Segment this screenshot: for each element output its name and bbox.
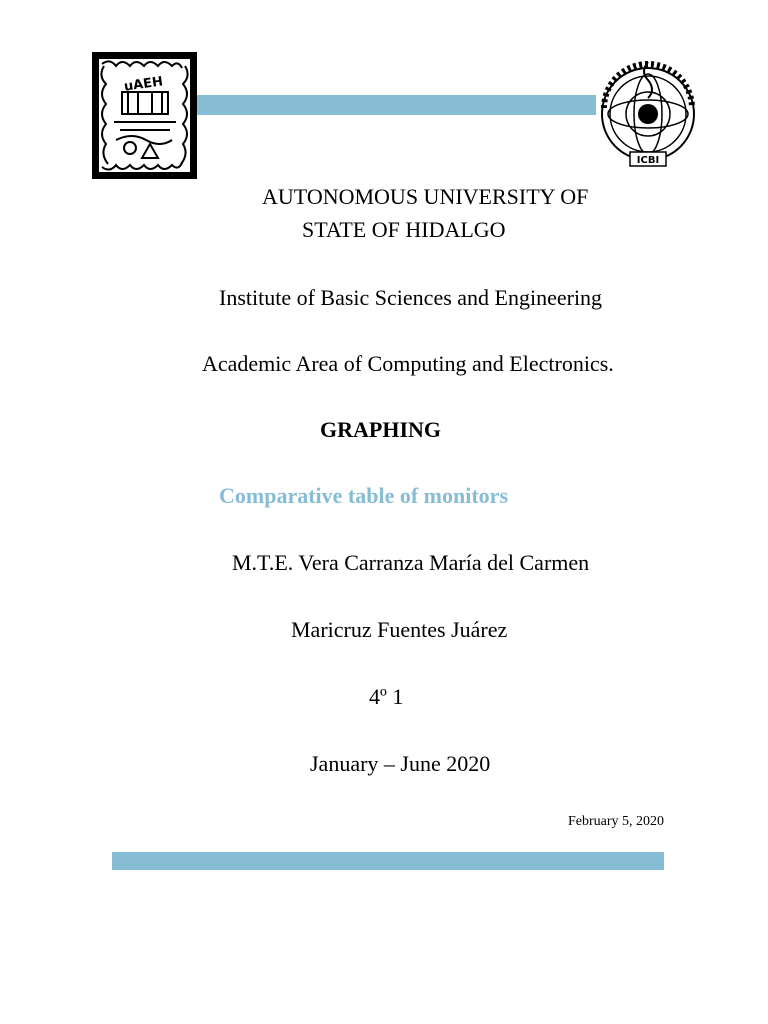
teacher-name: M.T.E. Vera Carranza María del Carmen — [232, 550, 590, 575]
group-label: 4º 1 — [369, 684, 404, 709]
icbi-emblem-icon — [592, 58, 704, 168]
university-emblem-icon — [92, 52, 197, 179]
subject-name: GRAPHING — [320, 417, 441, 442]
assignment-title: Comparative table of monitors — [219, 483, 509, 508]
academic-area: Academic Area of Computing and Electronics. — [202, 351, 614, 376]
period-label: January – June 2020 — [310, 751, 491, 776]
right-logo-text: ICBI — [636, 155, 660, 166]
footer-bar — [112, 852, 664, 870]
university-title-line2: STATE OF HIDALGO — [302, 217, 506, 242]
student-name: Maricruz Fuentes Juárez — [291, 617, 508, 642]
institute-name: Institute of Basic Sciences and Engineering — [219, 285, 603, 310]
document-date: February 5, 2020 — [568, 814, 665, 829]
university-title-line1: AUTONOMOUS UNIVERSITY OF — [262, 184, 589, 209]
header-bar — [196, 95, 596, 115]
left-logo-text: uAEH — [123, 74, 164, 95]
